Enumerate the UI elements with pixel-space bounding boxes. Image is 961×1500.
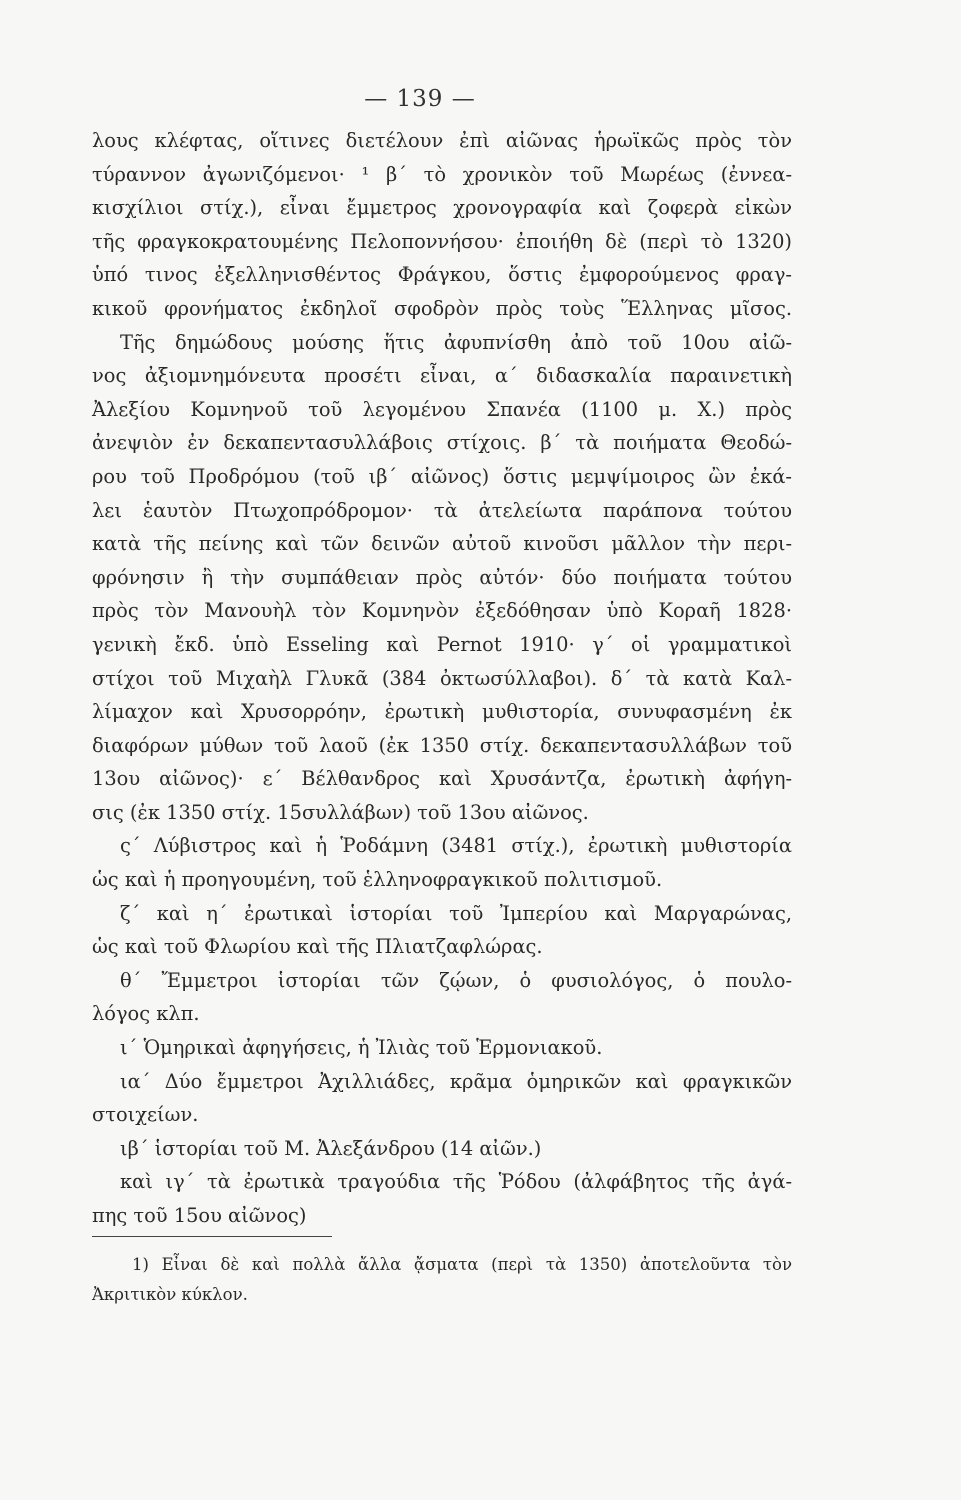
text-line: διαφόρων μύθων τοῦ λαοῦ (ἐκ 1350 στίχ. δεκαπεντασυλλάβων τοῦ [92,733,792,757]
text-line: καὶ ιγ΄ τὰ ἐρωτικὰ τραγούδια τῆς Ῥόδου (ἀλφάβητος τῆς ἀγά- [120,1170,792,1194]
text-line: κισχίλιοι στίχ.), εἶναι ἔμμετρος χρονογραφία καὶ ζοφερὰ εἰκὼν [92,196,792,220]
text-line: φρόνησιν ἢ τὴν συμπάθειαν πρὸς αὐτόν· δύο ποιήματα τούτου [92,565,792,589]
text-line: λόγος κλπ. [92,1002,200,1026]
text-line: πρὸς τὸν Μανουὴλ τὸν Κομνηνὸν ἐξεδόθησαν ὑπὸ Κοραῆ 1828· [92,599,792,623]
footnote-line: 1) Εἶναι δὲ καὶ πολλὰ ἄλλα ᾄσματα (περὶ τὰ 1350) ἀποτελοῦντα τὸν [132,1255,792,1274]
text-line: Τῆς δημώδους μούσης ἥτις ἀφυπνίσθη ἀπὸ τοῦ 10ου αἰῶ- [120,330,792,354]
page-number: — 139 — [364,86,476,112]
text-line: ὑπό τινος ἐξελληνισθέντος Φράγκου, ὅστις ἐμφορούμενος φραγ- [92,263,792,287]
text-line: γενικὴ ἔκδ. ὑπὸ Esseling καὶ Pernot 1910· γ΄ οἱ γραμματικοὶ [92,632,792,656]
footnotes [92,1250,792,1310]
text-line: λει ἑαυτὸν Πτωχοπρόδρομον· τὰ ἀτελείωτα παράπονα τούτου [92,498,792,522]
text-line: σις (ἐκ 1350 στίχ. 15συλλάβων) τοῦ 13ου αἰῶνος. [92,800,589,824]
text-line: ὡς καὶ ἡ προηγουμένη, τοῦ ἑλληνοφραγκικοῦ πολιτισμοῦ. [92,868,663,892]
text-line: ζ΄ καὶ η΄ ἐρωτικαὶ ἱστορίαι τοῦ Ἰμπερίου καὶ Μαργαρώνας, [120,901,792,925]
text-line: 13ου αἰῶνος)· ε΄ Βέλθανδρος καὶ Χρυσάντζα, ἐρωτικὴ ἀφήγη- [92,767,792,791]
text-line: τῆς φραγκοκρατουμένης Πελοποννήσου· ἐποιήθη δὲ (περὶ τὸ 1320) [92,229,792,253]
text-line: ια΄ Δύο ἔμμετροι Ἀχιλλιάδες, κρᾶμα ὁμηρικῶν καὶ φραγκικῶν [120,1069,792,1093]
body-text [92,124,792,1233]
text-line: λίμαχον καὶ Χρυσορρόην, ἐρωτικὴ μυθιστορία, συνυφασμένη ἐκ [92,700,792,724]
text-line: κατὰ τῆς πείνης καὶ τῶν δεινῶν αὐτοῦ κινοῦσι μᾶλλον τὴν περι- [92,532,792,556]
text-line: Ἀλεξίου Κομνηνοῦ τοῦ λεγομένου Σπανέα (1100 μ. Χ.) πρὸς [92,397,792,421]
text-line: πης τοῦ 15ου αἰῶνος) [92,1204,307,1227]
footnote-divider [92,1236,332,1237]
text-line: νος ἀξιομνημόνευτα προσέτι εἶναι, α΄ διδασκαλία παραινετικὴ [92,364,792,388]
text-line: ὡς καὶ τοῦ Φλωρίου καὶ τῆς Πλιατζαφλώρας. [92,935,543,959]
text-line: ς΄ Λύβιστρος καὶ ἡ Ῥοδάμνη (3481 στίχ.), ἐρωτικὴ μυθιστορία [120,834,792,858]
text-line: λους κλέφτας, οἵτινες διετέλουν ἐπὶ αἰῶνας ἡρωϊκῶς πρὸς τὸν [92,129,792,152]
text-line: τύραννον ἀγωνιζόμενοι· ¹ β΄ τὸ χρονικὸν τοῦ Μωρέως (ἐννεα- [92,162,792,186]
text-line: στοιχείων. [92,1103,199,1127]
text-line: κικοῦ φρονήματος ἐκδηλοῖ σφοδρὸν πρὸς τοὺς Ἕλληνας μῖσος. [92,296,792,320]
text-line: ἀνεψιὸν ἐν δεκαπεντασυλλάβοις στίχοις. β΄ τὰ ποιήματα Θεοδώ- [92,431,792,455]
text-line: θ΄ Ἔμμετροι ἱστορίαι τῶν ζῴων, ὁ φυσιολόγος, ὁ πουλο- [120,968,792,992]
text-line: στίχοι τοῦ Μιχαὴλ Γλυκᾶ (384 ὀκτωσύλλαβοι). δ΄ τὰ κατὰ Καλ- [92,666,792,690]
text-line: ιβ΄ ἱστορίαι τοῦ Μ. Ἀλεξάνδρου (14 αἰῶν.) [120,1136,542,1160]
text-line: ι΄ Ὁμηρικαὶ ἀφηγήσεις, ἡ Ἰλιὰς τοῦ Ἑρμονιακοῦ. [120,1036,603,1060]
footnote-line: Ἀκριτικὸν κύκλον. [92,1285,248,1304]
text-line: ρου τοῦ Προδρόμου (τοῦ ιβ΄ αἰῶνος) ὅστις μεμψίμοιρος ὢν ἐκά- [92,464,792,488]
